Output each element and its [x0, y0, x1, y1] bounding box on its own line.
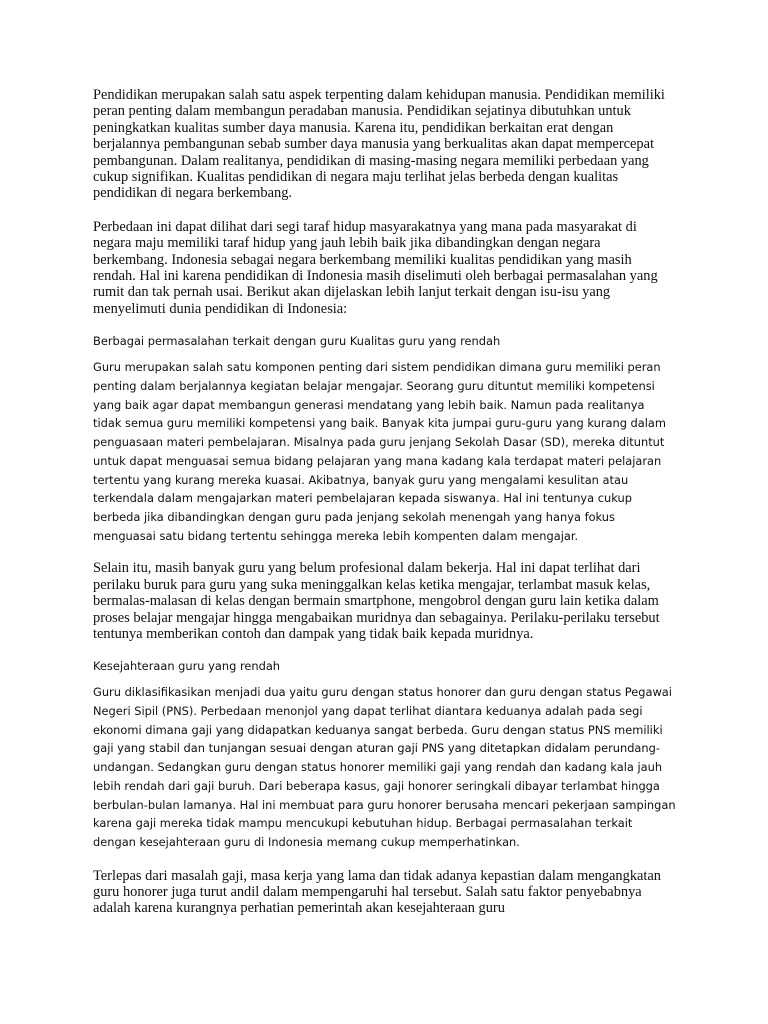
section-heading-teacher-welfare: Kesejahteraan guru yang rendah	[93, 659, 281, 674]
paragraph-teacher-competence: Guru merupakan salah satu komponen penting dari sistem pendidikan dimana guru memiliki peran penting dalam berjalannya kegiatan belajar mengajar. Seorang guru dituntut memiliki kompetensi yang baik agar dapat membangun generasi mendatang yang lebih baik. Namun pada realitanya tidak semua guru memiliki kompetensi yang baik. Banyak kita jumpai guru-guru yang kurang dalam penguasaan materi pembelajaran. Misalnya pada guru jenjang Sekolah Dasar (SD), mereka dituntut untuk dapat menguasai semua bidang pelajaran yang mana kadang kala terdapat materi pelajaran tertentu yang kurang mereka kuasai. Akibatnya, banyak guru yang mengalami kesulitan atau terkendala dalam mengajarkan materi pembelajaran kepada siswanya. Hal ini tentunya cukup berbeda jika dibandingkan dengan guru pada jenjang sekolah menengah yang hanya fokus menguasai satu bidang tertentu sehingga mereka lebih kompenten dalam mengajar.	[93, 360, 667, 543]
paragraph-intro: Pendidikan merupakan salah satu aspek terpenting dalam kehidupan manusia. Pendidikan memiliki peran penting dalam membangun peradaban manusia. Pendidikan sejatinya dibutuhkan untuk peningkatkan kualitas sumber daya manusia. Karena itu, pendidikan berkaitan erat dengan berjalannya pembangunan sebab sumber daya manusia yang berkualitas akan dapat mempercepat pembangunan. Dalam realitanya, pendidikan di masing-masing negara memiliki perbedaan yang cukup signifikan. Kualitas pendidikan di negara maju terlihat jelas berbeda dengan kualitas pendidikan di negara berkembang.	[93, 87, 665, 202]
paragraph-honorary-teachers: Terlepas dari masalah gaji, masa kerja yang lama dan tidak adanya kepastian dalam mengangkatan guru honorer juga turut andil dalam mempengaruhi hal tersebut. Salah satu faktor penyebabnya adalah karena kurangnya perhatian pemerintah akan kesejahteraan guru	[93, 867, 661, 917]
paragraph-teacher-professionalism: Selain itu, masih banyak guru yang belum profesional dalam bekerja. Hal ini dapat terlihat dari perilaku buruk para guru yang suka meninggalkan kelas ketika mengajar, terlambat masuk kelas, bermalas-malasan di kelas dengan bermain smartphone, mengobrol dengan guru lain ketika dalam proses belajar mengajar hingga mengabaikan muridnya dan sebagainya. Perilaku-perilaku tersebut tentunya memberikan contoh dan dampak yang tidak baik kepada muridnya.	[93, 560, 660, 642]
paragraph-comparison: Perbedaan ini dapat dilihat dari segi taraf hidup masyarakatnya yang mana pada masyarakat di negara maju memiliki taraf hidup yang jauh lebih baik jika dibandingkan dengan negara berkembang. Indonesia sebagai negara berkembang memiliki kualitas pendidikan yang masih rendah. Hal ini karena pendidikan di Indonesia masih diselimuti oleh berbagai permasalahan yang rumit dan tak pernah usai. Berikut akan dijelaskan lebih lanjut terkait dengan isu-isu yang menyelimuti dunia pendidikan di Indonesia:	[93, 218, 658, 317]
section-heading-teacher-quality: Berbagai permasalahan terkait dengan guru Kualitas guru yang rendah	[93, 334, 501, 349]
paragraph-teacher-salary: Guru diklasifikasikan menjadi dua yaitu guru dengan status honorer dan guru dengan status Pegawai Negeri Sipil (PNS). Perbedaan menonjol yang dapat terlihat diantara keduanya adalah pada segi ekonomi dimana gaji yang didapatkan keduanya sangat berbeda. Guru dengan status PNS memiliki gaji yang stabil dan tunjangan sesuai dengan aturan gaji PNS yang ditetapkan didalam perundang-undangan. Sedangkan guru dengan status honorer memiliki gaji yang rendah dan kadang kala jauh lebih rendah dari gaji buruh. Dari beberapa kasus, gaji honorer seringkali dibayar terlambat hingga berbulan-bulan lamanya. Hal ini membuat para guru honorer berusaha mencari pekerjaan sampingan karena gaji mereka tidak mampu mencukupi kebutuhan hidup. Berbagai permasalahan terkait dengan kesejahteraan guru di Indonesia memang cukup memperhatinkan.	[93, 685, 676, 849]
